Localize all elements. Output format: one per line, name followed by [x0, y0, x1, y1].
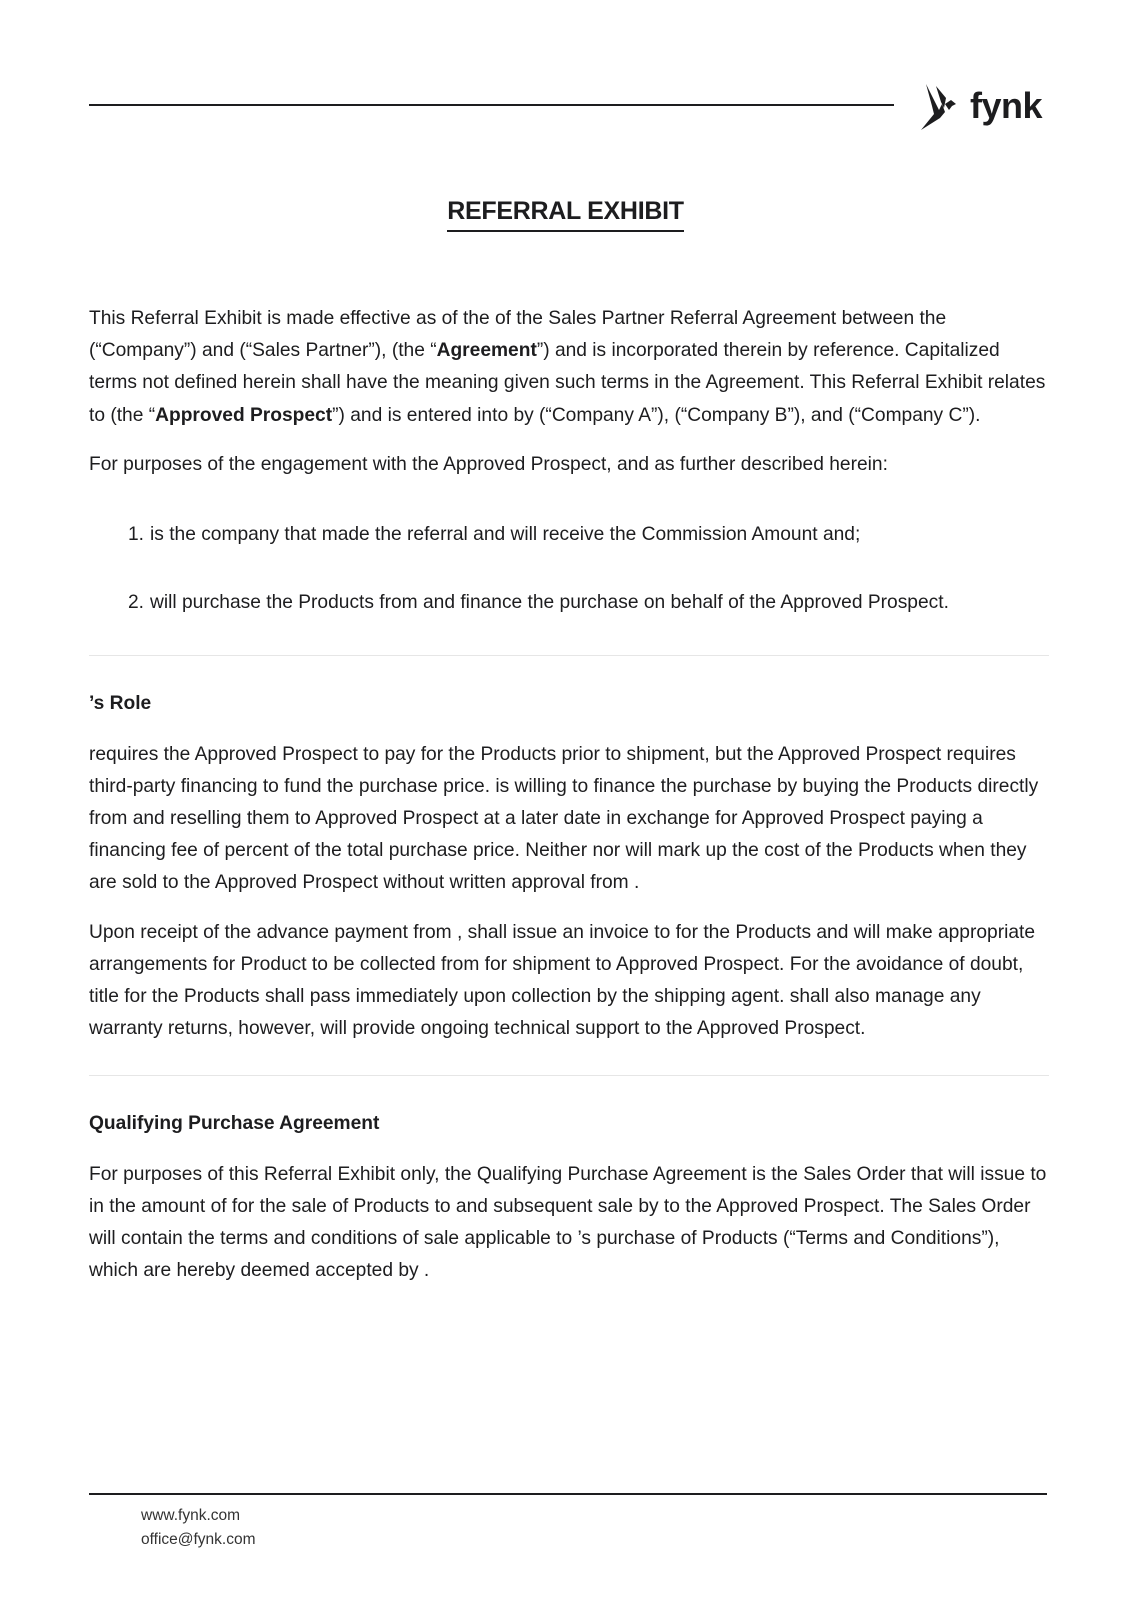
purposes-paragraph: For purposes of the engagement with the Approved Prospect, and as further described herein: — [89, 453, 888, 475]
role-section-heading: ’s Role — [89, 693, 152, 715]
role-paragraph-1: requires the Approved Prospect to pay for the Products prior to shipment, but the Approved Prospect requires third-party financing to fund the purchase price. is willing to finance the purchase by buying the Products directly from and reselling them to Approved Prospect at a later date in exchange for Approved Prospect paying a financing fee of percent of the total purchase price. Neither nor will mark up the cost of the Products when they are sold to the Approved Prospect without written approval from . — [89, 743, 1039, 894]
footer-divider — [89, 1493, 1047, 1495]
document-body — [89, 303, 1049, 1304]
section-divider — [89, 655, 1049, 656]
section-divider — [89, 1075, 1049, 1076]
document-title: REFERRAL EXHIBIT — [447, 196, 683, 232]
footer — [141, 1504, 256, 1552]
list-item: 1. is the company that made the referral and will receive the Commission Amount and; — [128, 524, 861, 546]
qpa-section-heading: Qualifying Purchase Agreement — [89, 1113, 380, 1135]
logo-text: fynk — [970, 85, 1043, 126]
header-divider — [89, 104, 894, 106]
bird-icon — [918, 80, 964, 132]
agreement-term: Agreement — [436, 340, 537, 362]
approved-prospect-term: Approved Prospect — [155, 404, 333, 426]
qpa-paragraph: For purposes of this Referral Exhibit only, the Qualifying Purchase Agreement is the Sales Order that will issue to in the amount of for the sale of Products to and subsequent sale by to the Approved Prospect. The Sales Order will contain the terms and conditions of sale applicable to ’s purchase of Products (“Terms and Conditions”), which are hereby deemed accepted by . — [89, 1163, 1047, 1282]
footer-email[interactable]: office@fynk.com — [141, 1531, 256, 1548]
numbered-list — [89, 519, 1049, 619]
footer-website[interactable]: www.fynk.com — [141, 1507, 241, 1524]
intro-paragraph: This Referral Exhibit is made effective as of the of the Sales Partner Referral Agreement between the (“Company”) and (“Sales Partner”), (the “Agreement”) and is incorporated therein by reference. Capitalized terms not defined herein shall have the meaning given such terms in the Agreement. This Referral Exhibit relates to (the “Approved Prospect”) and is entered into by (“Company A”), (“Company B”), and (“Company C”). — [89, 308, 1046, 426]
fynk-logo — [918, 80, 1042, 132]
list-item: 2. will purchase the Products from and finance the purchase on behalf of the Approved Prospect. — [128, 592, 949, 614]
role-paragraph-2: Upon receipt of the advance payment from , shall issue an invoice to for the Products and will make appropriate arrangements for Product to be collected from for shipment to Approved Prospect. For the avoidance of doubt, title for the Products shall pass immediately upon collection by the shipping agent. shall also manage any warranty returns, however, will provide ongoing technical support to the Approved Prospect. — [89, 921, 1036, 1040]
